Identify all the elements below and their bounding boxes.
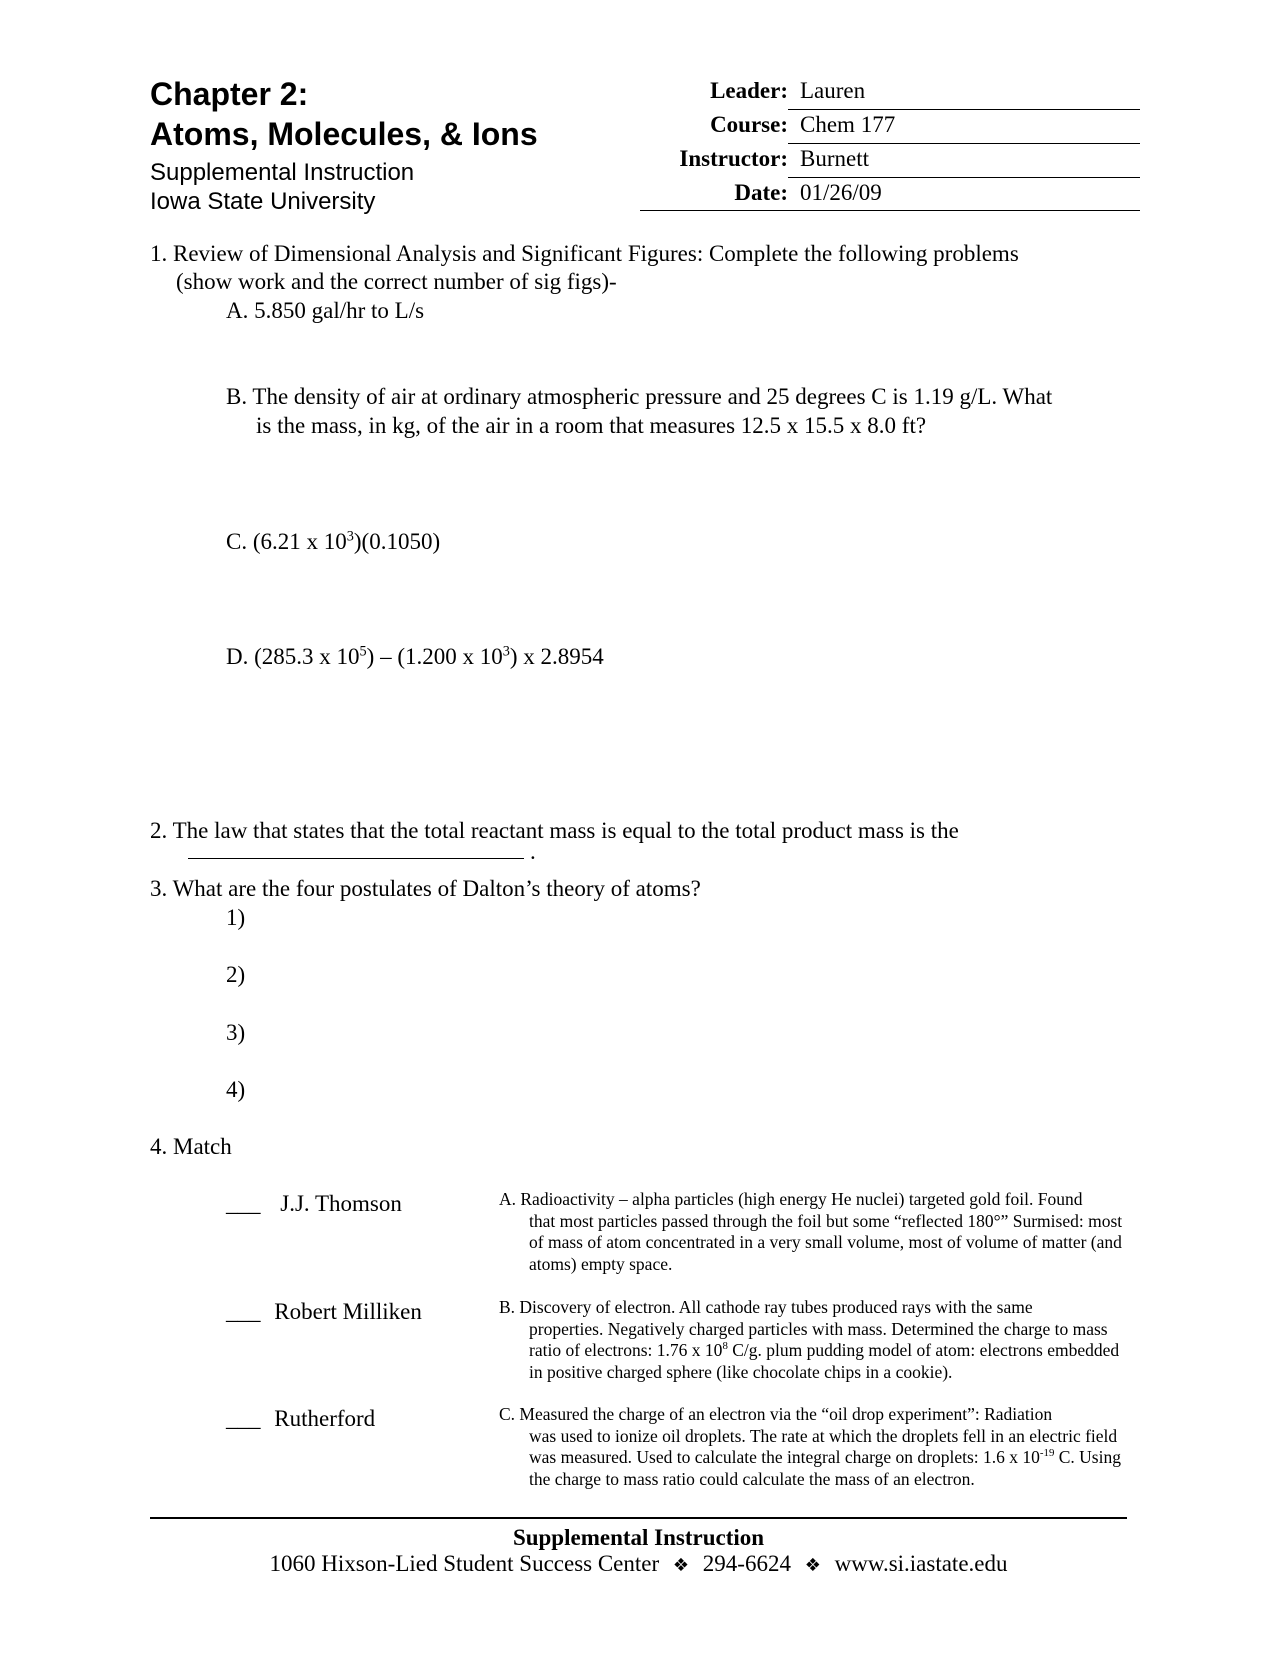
q2-prompt: 2. The law that states that the total reactant mass is equal to the total product mass is the bbox=[150, 818, 959, 843]
option-b-continuation bbox=[499, 1319, 1135, 1384]
q4-title: 4. Match bbox=[150, 1134, 232, 1159]
field-leader bbox=[640, 76, 1140, 110]
option-b-exponent: 8 bbox=[722, 1340, 728, 1353]
match-name: Robert Milliken bbox=[274, 1299, 422, 1324]
header-bottom-rule bbox=[640, 210, 1140, 211]
option-c-exponent: -19 bbox=[1039, 1447, 1055, 1460]
match-row-milliken bbox=[226, 1298, 422, 1326]
diamond-separator-icon: ❖ bbox=[804, 1555, 821, 1576]
q1-d-exponent-2: 3 bbox=[502, 643, 510, 660]
field-course bbox=[640, 110, 1140, 144]
q1-d-exponent-1: 5 bbox=[359, 643, 367, 660]
field-value: 01/26/09 bbox=[800, 180, 882, 205]
footer-title: Supplemental Instruction bbox=[512, 1525, 765, 1550]
match-blank[interactable]: ___ bbox=[226, 1299, 261, 1324]
q1-part-a: A. 5.850 gal/hr to L/s bbox=[226, 298, 425, 323]
field-date bbox=[640, 178, 1140, 212]
field-label: Date: bbox=[734, 180, 788, 205]
header-fields bbox=[640, 76, 1140, 212]
diamond-separator-icon: ❖ bbox=[672, 1555, 690, 1576]
program-name: Supplemental Instruction bbox=[150, 159, 415, 186]
q1-part-d bbox=[226, 643, 604, 671]
field-label: Instructor: bbox=[679, 146, 788, 171]
match-name: J.J. Thomson bbox=[280, 1191, 402, 1216]
q1-d-text-mid: ) – (1.200 x 10 bbox=[366, 644, 503, 669]
option-a-first-line: A. Radioactivity – alpha particles (high energy He nuclei) targeted gold foil. Found bbox=[499, 1189, 1083, 1209]
q2-period: . bbox=[530, 839, 536, 864]
q1-c-text-end: )(0.1050) bbox=[353, 529, 441, 554]
q1-d-text: D. (285.3 x 10 bbox=[226, 644, 360, 669]
footer-address: 1060 Hixson-Lied Student Success Center bbox=[269, 1551, 660, 1576]
q1-part-c bbox=[226, 528, 440, 556]
q3-item-2: 2) bbox=[226, 962, 246, 987]
q3-item-1: 1) bbox=[226, 905, 246, 930]
q2-answer-blank[interactable] bbox=[188, 838, 536, 866]
match-row-thomson bbox=[226, 1190, 402, 1218]
chapter-title: Chapter 2: bbox=[150, 76, 309, 112]
footer-contact bbox=[150, 1550, 1127, 1580]
option-c-continuation bbox=[499, 1426, 1135, 1491]
footer-website[interactable]: www.si.iastate.edu bbox=[834, 1551, 1008, 1576]
option-c-text: was used to ionize oil droplets. The rate at which the droplets fell in an electric field was measured. Used to calculate the integral charge on droplets: 1.6 x 10 bbox=[529, 1425, 1118, 1467]
option-b-first-line: B. Discovery of electron. All cathode ray tubes produced rays with the same bbox=[499, 1297, 1033, 1317]
field-instructor bbox=[640, 144, 1140, 178]
q3-item-4: 4) bbox=[226, 1077, 246, 1102]
option-c-first-line: C. Measured the charge of an electron via the “oil drop experiment”: Radiation bbox=[499, 1404, 1053, 1424]
header-title-block bbox=[150, 74, 538, 216]
q1-part-b-line2: is the mass, in kg, of the air in a room that measures 12.5 x 15.5 x 8.0 ft? bbox=[256, 413, 927, 438]
field-value: Burnett bbox=[800, 146, 869, 171]
match-name: Rutherford bbox=[274, 1406, 376, 1431]
q3-prompt: 3. What are the four postulates of Dalton’s theory of atoms? bbox=[150, 876, 701, 901]
match-option-b bbox=[499, 1297, 1135, 1383]
match-blank[interactable]: ___ bbox=[226, 1191, 261, 1216]
q3-item-3: 3) bbox=[226, 1020, 246, 1045]
option-b-text-end: C/g. plum pudding model of atom: electrons embedded in positive charged sphere (like chocolate chips in a cookie). bbox=[529, 1340, 1120, 1382]
q1-c-exponent: 3 bbox=[346, 528, 354, 545]
q1-prompt-line2: (show work and the correct number of sig figs)- bbox=[176, 269, 617, 294]
option-a-continuation: that most particles passed through the foil but some “reflected 180°” Surmised: most of mass of atom concentrated in a very small volume, most of volume of matter (and atoms) empty space. bbox=[529, 1210, 1123, 1274]
option-b-text: properties. Negatively charged particles with mass. Determined the charge to mass ratio of electrons: 1.76 x 10 bbox=[529, 1318, 1108, 1360]
q1-d-text-end: ) x 2.8954 bbox=[509, 644, 604, 669]
q1-part-b-line1: B. The density of air at ordinary atmospheric pressure and 25 degrees C is 1.19 g/L. What bbox=[226, 384, 1053, 409]
footer-rule bbox=[150, 1517, 1127, 1519]
university-name: Iowa State University bbox=[150, 188, 376, 215]
q1-c-text: C. (6.21 x 10 bbox=[226, 529, 347, 554]
field-label: Course: bbox=[710, 112, 788, 137]
field-value: Chem 177 bbox=[800, 112, 896, 137]
field-label: Leader: bbox=[710, 78, 788, 103]
footer-phone: 294-6624 bbox=[702, 1551, 791, 1576]
match-option-a bbox=[499, 1189, 1135, 1275]
option-c-text-end: C. Using the charge to mass ratio could calculate the mass of an electron. bbox=[529, 1447, 1121, 1489]
chapter-subtitle: Atoms, Molecules, & Ions bbox=[150, 116, 538, 152]
q1-prompt-line1: 1. Review of Dimensional Analysis and Significant Figures: Complete the following problems bbox=[150, 241, 1019, 266]
match-option-c bbox=[499, 1404, 1135, 1490]
q2-blank-line[interactable] bbox=[188, 838, 524, 859]
field-value: Lauren bbox=[800, 78, 866, 103]
match-row-rutherford bbox=[226, 1405, 375, 1433]
match-blank[interactable]: ___ bbox=[226, 1406, 261, 1431]
